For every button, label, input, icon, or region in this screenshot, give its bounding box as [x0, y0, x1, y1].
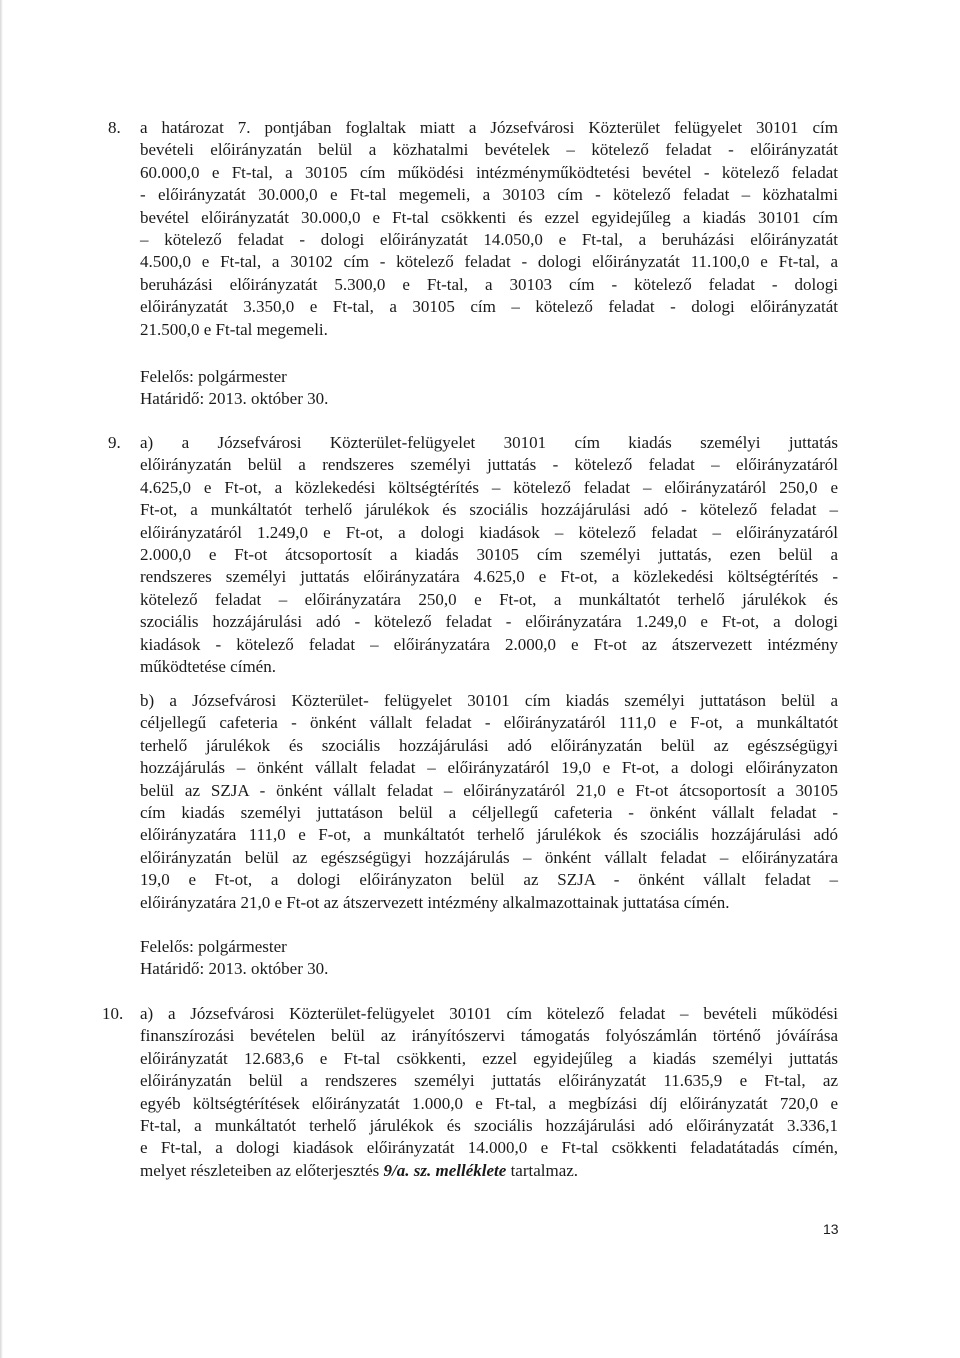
- item-9b-line: belül az SZJA - önként vállalt feladat – előirányzatáról 21,0 e Ft-ot átcsoportosít a 30105: [140, 780, 838, 800]
- item-8-line: 4.500,0 e Ft-tal, a 30102 cím - kötelező feladat - dologi előirányzatát 11.100,0 e Ft-tal, a: [140, 252, 838, 272]
- item-9b-line: terhelő járulékok és szociális hozzájárulási adó előirányzatán belül az egészségügyi: [140, 735, 838, 755]
- item-9a-line: a) a Józsefvárosi Közterület-felügyelet 30101 cím kiadás személyi juttatás: [140, 433, 838, 452]
- item-8-line: előirányzatát 3.350,0 e Ft-tal, a 30105 cím – kötelező feladat - dologi előirányzatát: [140, 297, 838, 317]
- item-8-line: - előirányzatát 30.000,0 e Ft-tal megemeli, a 30103 cím - kötelező feladat – közhatalmi: [140, 185, 838, 205]
- item-9b-line: előirányzatán belül az egészségügyi hozzájárulás – önként vállalt feladat – előirányzatára: [140, 847, 838, 867]
- scan-edge-shadow: [0, 0, 3, 1358]
- item-8-line: a határozat 7. pontjában foglaltak miatt a Józsefvárosi Közterület felügyelet 30101 cím: [140, 118, 838, 137]
- item-9a-line: működtetése címén.: [140, 657, 276, 677]
- item-10-line: előirányzatát 12.683,6 e Ft-tal csökkenti, ezzel egyidejűleg a kiadás személyi juttatás: [140, 1048, 838, 1068]
- item-10-number: 10.: [102, 1004, 124, 1023]
- item-10-line: e Ft-tal, a dologi kiadások előirányzatát 14.000,0 e Ft-tal csökkenti feladatátadás címén,: [140, 1138, 838, 1158]
- item-9-deadline: Határidő: 2013. október 30.: [140, 959, 329, 978]
- item-9b-line: b) a Józsefvárosi Közterület- felügyelet 30101 cím kiadás személyi juttatáson belül a: [140, 691, 838, 710]
- item-10-body: [140, 1003, 838, 1182]
- item-9a-line: Ft-ot, a munkáltatót terhelő járulékok és szociális hozzájárulási adó - kötelező feladat –: [140, 500, 838, 520]
- item-9a-line: kötelező feladat – előirányzatára 250,0 e Ft-ot, a munkáltatót terhelő járulékok és: [140, 589, 838, 609]
- item-8-number: 8.: [108, 118, 121, 137]
- item-9a-line: szociális hozzájárulási adó - kötelező feladat - előirányzatára 1.249,0 e Ft-ot, a dologi: [140, 612, 838, 632]
- item-9b-line: hozzájárulás – önként vállalt feladat – előirányzatáról 19,0 e Ft-ot, a dologi előirányzaton: [140, 758, 838, 778]
- item-10-last-suffix: tartalmaz.: [506, 1160, 579, 1180]
- item-9b-line: előirányzatára 111,0 e F-ot, a munkáltatót terhelő járulékok és szociális hozzájárulási adó: [140, 825, 838, 845]
- item-9b-line: előirányzatára 21,0 e Ft-ot az átszervezett intézmény alkalmazottainak juttatása címén.: [140, 892, 730, 912]
- item-10-line: a) a Józsefvárosi Közterület-felügyelet 30101 cím kötelező feladat – bevételi működési: [140, 1004, 838, 1023]
- item-9-responsible: Felelős: polgármester: [140, 937, 287, 956]
- item-8-line: – kötelező feladat - dologi előirányzatát 14.050,0 e Ft-tal, a beruházási előirányzatát: [140, 230, 838, 250]
- item-9a-line: 2.000,0 e Ft-ot átcsoportosít a kiadás 30105 cím személyi juttatás, ezen belül a: [140, 545, 838, 565]
- item-8-line: beruházási előirányzatát 5.300,0 e Ft-tal, a 30103 cím - kötelező feladat - dologi: [140, 274, 838, 294]
- item-9-part-a: [140, 432, 838, 678]
- item-8-line: 60.000,0 e Ft-tal, a 30105 cím működési intézményműködtetési bevétel - kötelező feladat: [140, 162, 838, 182]
- item-9b-line: 19,0 e Ft-ot, a dologi előirányzaton belül az SZJA - önként vállalt feladat –: [140, 870, 838, 890]
- item-8-body: [140, 117, 838, 341]
- item-8-deadline: Határidő: 2013. október 30.: [140, 389, 329, 408]
- item-9a-line: előirányzatán belül a rendszeres személyi juttatás - kötelező feladat – előirányzatáról: [140, 455, 838, 475]
- item-10-last-line: [140, 1160, 838, 1182]
- page-number: 13: [823, 1221, 839, 1237]
- annex-reference: 9/a. sz. melléklete: [383, 1160, 507, 1180]
- item-9-number: 9.: [108, 433, 121, 452]
- item-9a-line: rendszeres személyi juttatás előirányzatára 4.625,0 e Ft-ot, a közlekedési költségtérítés -: [140, 567, 838, 587]
- item-9a-line: kiadások - kötelező feladat – előirányzatára 2.000,0 e Ft-ot az átszervezett intézmény: [140, 634, 838, 654]
- item-10-line: finanszírozási bevételen belül az irányítószervi támogatás folyószámlán történő jóváírása: [140, 1026, 838, 1046]
- item-9b-line: céljellegű cafeteria - önként vállalt feladat - előirányzatáról 111,0 e F-ot, a munkáltatót: [140, 713, 838, 733]
- item-9b-line: cím kiadás személyi juttatáson belül a céljellegű cafeteria - önként vállalt feladat -: [140, 803, 838, 823]
- item-8-responsible: Felelős: polgármester: [140, 367, 287, 386]
- item-8-line: 21.500,0 e Ft-tal megemeli.: [140, 319, 328, 339]
- item-9-part-b: [140, 690, 838, 914]
- item-8-line: bevétel előirányzatát 30.000,0 e Ft-tal csökkenti és ezzel egyidejűleg a kiadás 30101 cím: [140, 207, 838, 227]
- item-10-last-prefix: melyet részleteiben az előterjesztés: [140, 1160, 384, 1180]
- item-10-line: Ft-tal, a munkáltatót terhelő járulékok és szociális hozzájárulási adó előirányzatát 3.336,1: [140, 1116, 838, 1136]
- item-8-line: bevételi előirányzatán belül a közhatalmi bevételek – kötelező feladat - előirányzatát: [140, 140, 838, 160]
- item-9a-line: előirányzatáról 1.249,0 e Ft-ot, a dologi kiadások – kötelező feladat – előirányzatáról: [140, 522, 838, 542]
- item-10-line: előirányzatán belül a rendszeres személyi juttatás előirányzatát 11.635,9 e Ft-tal, az: [140, 1071, 838, 1091]
- item-9a-line: 4.625,0 e Ft-ot, a közlekedési költségtérítés – kötelező feladat – előirányzatáról 250,0 e: [140, 477, 838, 497]
- item-10-line: egyéb költségtérítések előirányzatát 1.000,0 e Ft-tal, a megbízási díj előirányzatát 720,0 e: [140, 1093, 838, 1113]
